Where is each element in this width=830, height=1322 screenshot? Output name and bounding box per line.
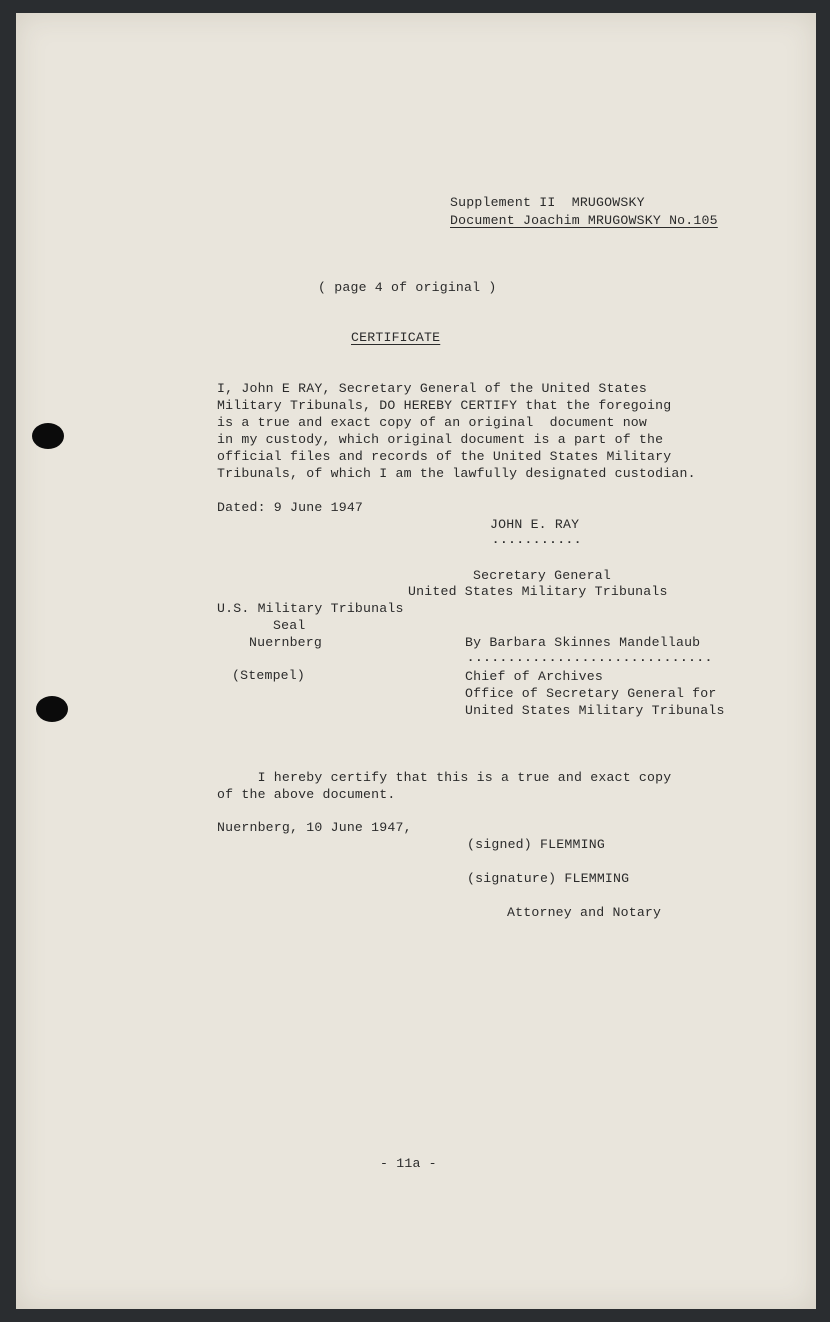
certify-line-1: I hereby certify that this is a true and exact copy <box>217 770 672 785</box>
dated-line: Dated: 9 June 1947 <box>217 500 364 515</box>
seal-line-3: Nuernberg <box>249 635 323 650</box>
body-line-2: Military Tribunals, DO HEREBY CERTIFY that the foregoing <box>217 398 672 413</box>
body-line-6: Tribunals, of which I am the lawfully designated custodian. <box>217 466 696 481</box>
punch-hole-top <box>32 423 64 449</box>
certificate-title: CERTIFICATE <box>351 330 441 345</box>
place-date-line: Nuernberg, 10 June 1947, <box>217 820 412 835</box>
signer1-organization: United States Military Tribunals <box>408 584 668 599</box>
header-document-number: Document Joachim MRUGOWSKY No.105 <box>450 213 718 228</box>
signer1-signature-dots: ........... <box>492 533 583 547</box>
body-line-4: in my custody, which original document is a part of the <box>217 432 664 447</box>
seal-line-2: Seal <box>273 618 306 633</box>
certify-line-2: of the above document. <box>217 787 396 802</box>
signer2-title-2: Office of Secretary General for <box>465 686 717 701</box>
notary-signed: (signed) FLEMMING <box>467 837 605 852</box>
notary-signature: (signature) FLEMMING <box>467 871 630 886</box>
header-supplement: Supplement II MRUGOWSKY <box>450 195 645 210</box>
page-of-original-note: ( page 4 of original ) <box>318 280 497 295</box>
signer2-title-3: United States Military Tribunals <box>465 703 725 718</box>
signer1-name: JOHN E. RAY <box>490 517 580 532</box>
seal-stamp: (Stempel) <box>232 668 306 683</box>
body-line-5: official files and records of the United States Military <box>217 449 672 464</box>
punch-hole-bottom <box>36 696 68 722</box>
document-page <box>16 13 816 1309</box>
signer1-title: Secretary General <box>473 568 611 583</box>
signer2-name: By Barbara Skinnes Mandellaub <box>465 635 701 650</box>
notary-title: Attorney and Notary <box>507 905 662 920</box>
signer2-title-1: Chief of Archives <box>465 669 603 684</box>
signer2-signature-dots: .............................. <box>467 651 714 665</box>
seal-line-1: U.S. Military Tribunals <box>217 601 404 616</box>
page-number: - 11a - <box>380 1156 437 1171</box>
body-line-1: I, John E RAY, Secretary General of the United States <box>217 381 648 396</box>
body-line-3: is a true and exact copy of an original document now <box>217 415 648 430</box>
